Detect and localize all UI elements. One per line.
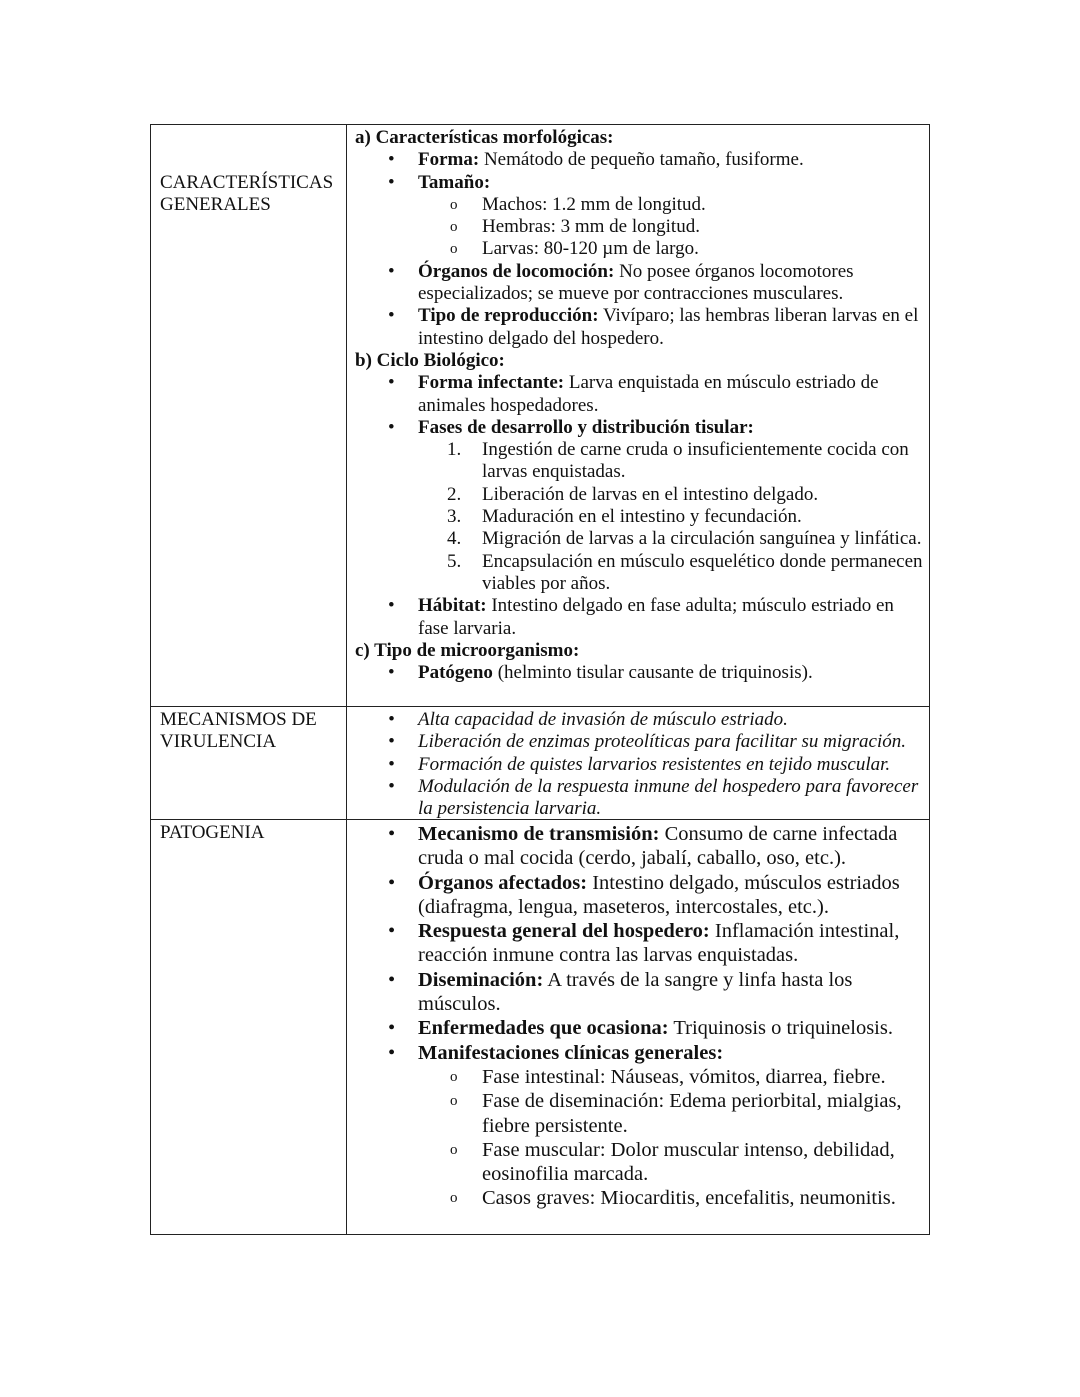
bullet-icon: • — [388, 968, 396, 991]
item-text: Hembras: 3 mm de longitud. — [482, 216, 700, 238]
circle-bullet-icon: o — [450, 1141, 458, 1158]
item-text: Larva enquistada en músculo estriado de animales hospedadores. — [418, 372, 879, 416]
item-text: Triquinosis o triquinelosis. — [668, 1017, 893, 1040]
list-number: 4. — [447, 528, 462, 550]
list-item — [355, 1016, 929, 1040]
list-item — [355, 149, 929, 171]
list-item — [355, 776, 929, 821]
list-item — [355, 968, 929, 1017]
item-label: Mecanismo de transmisión: — [418, 823, 660, 845]
list-item — [355, 194, 929, 216]
bullet-icon: • — [388, 595, 395, 617]
item-text: Nemátodo de pequeño tamaño, fusiforme. — [479, 149, 804, 171]
row-label-line: PATOGENIA — [160, 822, 265, 843]
item-text: Ingestión de carne cruda o insuficientemente cocida con larvas enquistadas. — [482, 439, 909, 483]
bullet-icon: • — [388, 753, 395, 775]
bullet-icon: • — [388, 416, 395, 438]
circle-bullet-icon: o — [450, 1068, 458, 1085]
item-text: No posee órganos locomotores especializados; se mueve por contracciones musculares. — [418, 260, 854, 305]
item-text: Fase muscular: Dolor muscular intenso, debilidad, eosinofilia marcada. — [482, 1138, 895, 1186]
item-label: Órganos de locomoción: — [418, 260, 615, 282]
item-text: Modulación de la respuesta inmune del hospedero para favorecer la persistencia larvaria. — [418, 775, 919, 820]
row-content-cell — [347, 820, 929, 1234]
table-row-patogenia — [151, 819, 929, 1234]
list-item — [355, 372, 929, 417]
list-item — [355, 1089, 929, 1138]
row-label-line: GENERALES — [160, 193, 271, 215]
item-text: A través de la sangre y linfa hasta los músculos. — [418, 968, 853, 1016]
list-item — [355, 506, 929, 528]
section-heading: b) Ciclo Biológico: — [355, 349, 505, 371]
item-text: Larvas: 80-120 µm de largo. — [482, 238, 699, 260]
row-label-cell — [151, 707, 347, 819]
item-text: Machos: 1.2 mm de longitud. — [482, 193, 706, 215]
item-label: Órganos afectados: — [418, 871, 588, 894]
item-text: Casos graves: Miocarditis, encefalitis, neumonitis. — [482, 1187, 896, 1210]
row-label-line: MECANISMOS DE — [160, 709, 317, 730]
bullet-icon: • — [388, 920, 396, 943]
item-label: Tipo de reproducción: — [418, 305, 599, 327]
bullet-icon: • — [388, 305, 395, 327]
item-text: Vivíparo; las hembras liberan larvas en el intestino delgado del hospedero. — [418, 305, 919, 349]
bullet-icon: • — [388, 709, 395, 730]
item-text: Fase intestinal: Náuseas, vómitos, diarrea, fiebre. — [482, 1065, 886, 1088]
item-text: Encapsulación en músculo esquelético donde permanecen viables por años. — [482, 550, 923, 594]
item-text: Formación de quistes larvarios resistentes en tejido muscular. — [418, 753, 891, 775]
list-item — [355, 417, 929, 439]
table-row-mecanismos-de-virulencia — [151, 706, 929, 819]
list-item — [355, 551, 929, 596]
bullet-icon: • — [388, 1041, 396, 1064]
list-item — [355, 261, 929, 306]
circle-bullet-icon: o — [450, 219, 458, 236]
item-text: Inflamación intestinal, reacción inmune contra las larvas enquistadas. — [418, 920, 900, 967]
list-item — [355, 919, 929, 968]
section-heading: c) Tipo de microorganismo: — [355, 639, 580, 661]
item-text: Fase de diseminación: Edema periorbital, mialgias, fiebre persistente. — [482, 1090, 902, 1137]
list-number: 1. — [447, 439, 462, 461]
row-label-line: VIRULENCIA — [160, 731, 277, 753]
list-item — [355, 822, 929, 871]
list-number: 2. — [447, 483, 462, 505]
row-content-cell — [347, 707, 929, 819]
bullet-icon: • — [388, 372, 395, 394]
item-text: Liberación de enzimas proteolíticas para facilitar su migración. — [418, 731, 906, 753]
list-item — [355, 595, 929, 640]
row-label-cell — [151, 125, 347, 706]
item-text: Migración de larvas a la circulación sanguínea y linfática. — [482, 528, 922, 550]
list-item — [355, 1065, 929, 1089]
list-item — [355, 172, 929, 194]
item-label: Hábitat: — [418, 595, 487, 617]
item-label: Forma infectante: — [418, 372, 565, 394]
bullet-icon: • — [388, 171, 395, 193]
item-label: Manifestaciones clínicas generales: — [418, 1041, 724, 1064]
table-row-caracteristicas-generales — [151, 125, 929, 706]
list-item — [355, 439, 929, 484]
list-number: 5. — [447, 550, 462, 572]
item-text: Liberación de larvas en el intestino delgado. — [482, 483, 819, 505]
circle-bullet-icon: o — [450, 1190, 458, 1207]
item-text: Maduración en el intestino y fecundación. — [482, 506, 802, 528]
item-text: (helminto tisular causante de triquinosis). — [492, 662, 813, 684]
item-text: Consumo de carne infectada cruda o mal cocida (cerdo, jabalí, caballo, oso, etc.). — [418, 823, 898, 870]
list-number: 3. — [447, 506, 462, 528]
bullet-icon: • — [388, 823, 396, 845]
list-item — [355, 731, 929, 753]
item-label: Patógeno — [418, 662, 493, 684]
list-item — [355, 1138, 929, 1187]
row-label-cell — [151, 820, 347, 1234]
list-item — [355, 871, 929, 920]
section-heading: a) Características morfológicas: — [355, 127, 614, 148]
bullet-icon: • — [388, 871, 396, 894]
list-item — [355, 528, 929, 550]
circle-bullet-icon: o — [450, 1093, 458, 1110]
bullet-icon: • — [388, 775, 395, 797]
bullet-icon: • — [388, 260, 395, 282]
bullet-icon: • — [388, 662, 395, 684]
item-label: Respuesta general del hospedero: — [418, 920, 710, 943]
document-table — [150, 124, 930, 1235]
item-label: Tamaño: — [418, 171, 491, 193]
list-item — [355, 1041, 929, 1065]
list-item — [355, 238, 929, 260]
item-label: Forma: — [418, 149, 480, 171]
circle-bullet-icon: o — [450, 196, 458, 213]
item-label: Diseminación: — [418, 968, 544, 991]
circle-bullet-icon: o — [450, 241, 458, 258]
item-label: Enfermedades que ocasiona: — [418, 1017, 669, 1040]
list-item — [355, 662, 929, 684]
list-item — [355, 1186, 929, 1210]
bullet-icon: • — [388, 149, 395, 171]
item-text: Intestino delgado en fase adulta; músculo estriado en fase larvaria. — [418, 595, 894, 639]
list-item — [355, 709, 929, 731]
bullet-icon: • — [388, 731, 395, 753]
item-label: Fases de desarrollo y distribución tisular: — [418, 416, 754, 438]
item-text: Intestino delgado, músculos estriados (diafragma, lengua, maseteros, intercostales, etc.). — [418, 871, 900, 918]
list-item — [355, 216, 929, 238]
row-label-line: CARACTERÍSTICAS — [160, 171, 334, 193]
list-item — [355, 754, 929, 776]
list-item — [355, 484, 929, 506]
item-text: Alta capacidad de invasión de músculo estriado. — [418, 709, 788, 730]
list-item — [355, 305, 929, 350]
row-content-cell — [347, 125, 929, 706]
bullet-icon: • — [388, 1017, 396, 1040]
